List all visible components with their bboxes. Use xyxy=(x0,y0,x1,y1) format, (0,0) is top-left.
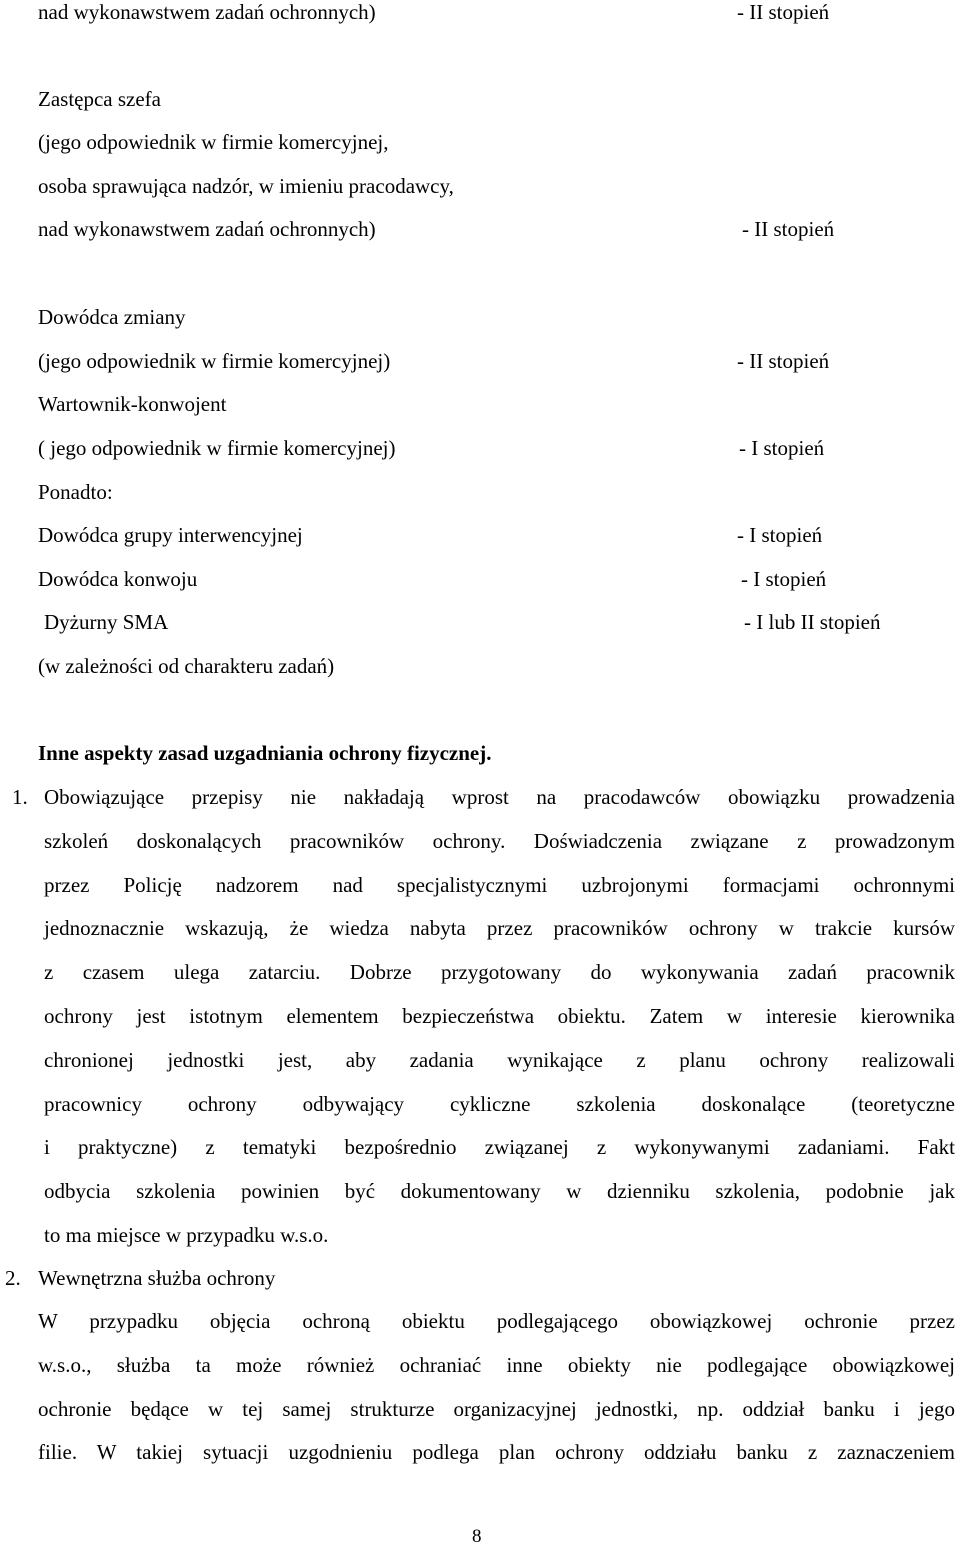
shift-degree: - II stopień xyxy=(737,349,830,373)
item-1-paragraph xyxy=(44,785,955,1267)
paragraph-line: chronionej jednostki jest, aby zadania wynikające z planu ochrony realizowali xyxy=(44,1047,955,1072)
item-2-paragraph xyxy=(38,1309,955,1484)
shift-line: Dowódca zmiany xyxy=(38,305,186,329)
paragraph-line: ochronie będące w tej samej strukturze organizacyjnej jednostki, np. oddział banku i jego xyxy=(38,1396,955,1421)
top-entry-degree: - II stopień xyxy=(737,0,830,24)
paragraph-line: z czasem ulega zatarciu. Dobrze przygotowany do wykonywania zadań pracownik xyxy=(44,960,955,985)
paragraph-line: W przypadku objęcia ochroną obiektu podlegającego obowiązkowej ochronie przez xyxy=(38,1309,955,1333)
deputy-line: Zastępca szefa xyxy=(38,87,161,111)
paragraph-line: to ma miejsce w przypadku w.s.o. xyxy=(44,1222,329,1247)
paragraph-line: przez Policję nadzorem nad specjalistycznymi uzbrojonymi formacjami ochronnymi xyxy=(44,872,955,897)
paragraph-line: ochrony jest istotnym elementem bezpieczeństwa obiektu. Zatem w interesie kierownika xyxy=(44,1003,955,1028)
page-number: 8 xyxy=(472,1526,482,1547)
deputy-degree: - II stopień xyxy=(742,217,835,241)
shift-line: Dowódca grupy interwencyjnej xyxy=(38,523,303,547)
top-entry-line: nad wykonawstwem zadań ochronnych) xyxy=(38,0,376,24)
paragraph-line: pracownicy ochrony odbywający cykliczne szkolenia doskonalące (teoretyczne xyxy=(44,1091,955,1116)
paragraph-line: i praktyczne) z tematyki bezpośrednio związanej z wykonywanymi zadaniami. Fakt xyxy=(44,1135,955,1160)
section-heading: Inne aspekty zasad uzgadniania ochrony fizycznej. xyxy=(38,741,492,765)
paragraph-line: odbycia szkolenia powinien być dokumentowany w dzienniku szkolenia, podobnie jak xyxy=(44,1179,955,1204)
shift-degree: - I stopień xyxy=(741,567,827,591)
paragraph-line: w.s.o., służba ta może również ochraniać inne obiekty nie podlegające obowiązkowej xyxy=(38,1352,955,1377)
shift-degree: - I stopień xyxy=(739,436,825,460)
deputy-line: (jego odpowiednik w firmie komercyjnej, xyxy=(38,130,389,154)
shift-line: (w zależności od charakteru zadań) xyxy=(38,654,335,678)
shift-line: Dyżurny SMA xyxy=(44,610,169,634)
paragraph-line: szkoleń doskonalących pracowników ochrony. Doświadczenia związane z prowadzonym xyxy=(44,828,955,853)
paragraph-line: filie. W takiej sytuacji uzgodnieniu podlega plan ochrony oddziału banku z zaznaczeniem xyxy=(38,1440,955,1465)
shift-line: (jego odpowiednik w firmie komercyjnej) xyxy=(38,349,391,373)
shift-degree: - I lub II stopień xyxy=(744,610,881,634)
deputy-line: nad wykonawstwem zadań ochronnych) xyxy=(38,217,376,241)
shift-degree: - I stopień xyxy=(737,523,823,547)
deputy-line: osoba sprawująca nadzór, w imieniu pracodawcy, xyxy=(38,174,454,198)
shift-line: Ponadto: xyxy=(38,480,113,504)
item-1-number: 1. xyxy=(12,785,28,809)
shift-line: Dowódca konwoju xyxy=(38,567,198,591)
paragraph-line: jednoznacznie wskazują, że wiedza nabyta przez pracowników ochrony w trakcie kursów xyxy=(44,916,955,941)
paragraph-line: Obowiązujące przepisy nie nakładają wprost na pracodawców obowiązku prowadzenia xyxy=(44,785,955,809)
item-2-number: 2. xyxy=(5,1266,21,1290)
item-2-title: Wewnętrzna służba ochrony xyxy=(38,1266,276,1290)
shift-line: Wartownik-konwojent xyxy=(38,392,227,416)
shift-line: ( jego odpowiednik w firmie komercyjnej) xyxy=(38,436,396,460)
